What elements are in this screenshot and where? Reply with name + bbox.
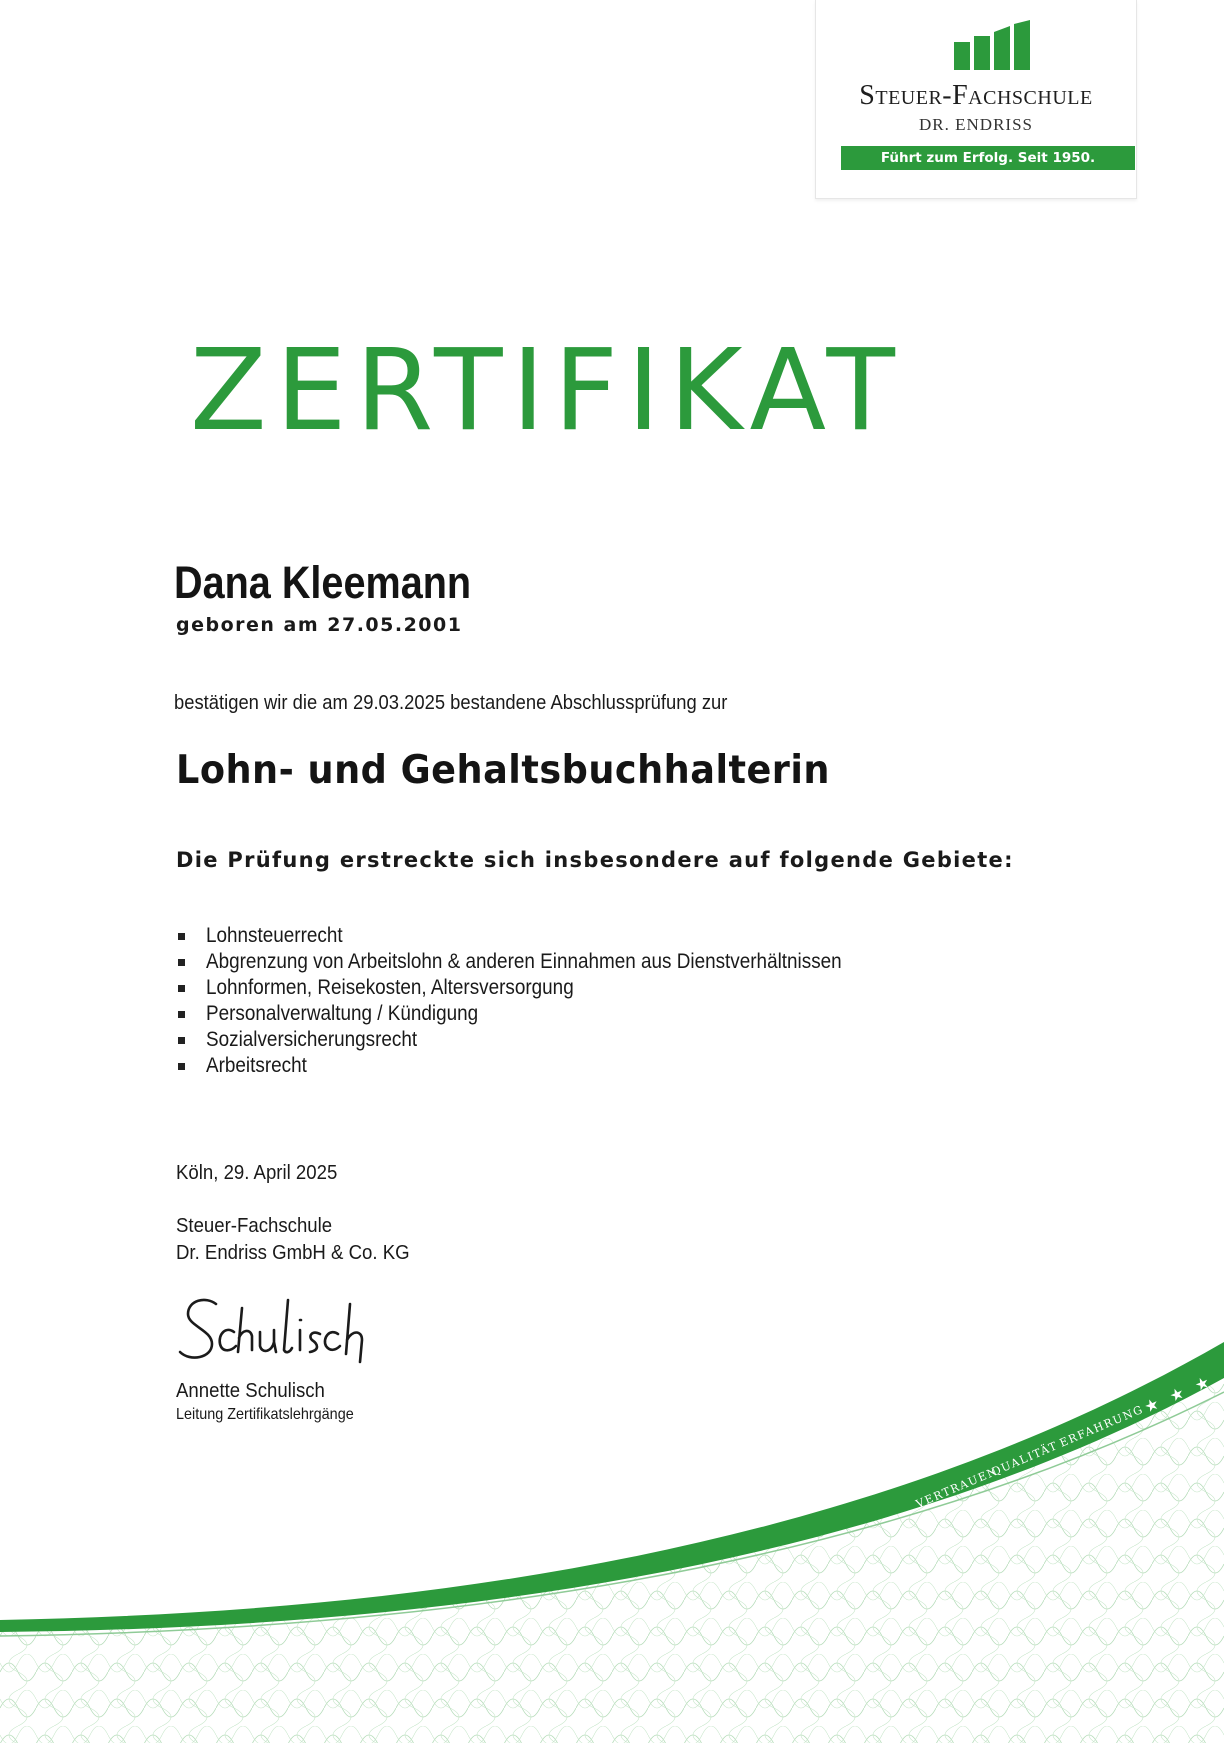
logo-name: Steuer-Fachschule bbox=[859, 80, 1093, 111]
signer-name: Annette Schulisch bbox=[176, 1380, 325, 1402]
signer-role: Leitung Zertifikatslehrgänge bbox=[176, 1406, 354, 1423]
confirmation-text: bestätigen wir die am 29.03.2025 bestandene Abschlussprüfung zur bbox=[174, 692, 728, 714]
logo-subtitle: DR. ENDRISS bbox=[919, 115, 1033, 134]
logo-tagline: Führt zum Erfolg. Seit 1950. bbox=[841, 146, 1135, 170]
list-item: Lohnformen, Reisekosten, Altersversorgung bbox=[176, 975, 912, 1001]
stars-icon: ★ ★ ★ bbox=[1141, 1370, 1217, 1417]
list-item: Abgrenzung von Arbeitslohn & anderen Einnahmen aus Dienstverhältnissen bbox=[176, 949, 912, 975]
issuer-line-2: Dr. Endriss GmbH & Co. KG bbox=[176, 1242, 410, 1264]
value-trust: VERTRAUEN bbox=[914, 1464, 1001, 1511]
birth-date: geboren am 27.05.2001 bbox=[176, 614, 463, 636]
list-item: Sozialversicherungsrecht bbox=[176, 1027, 912, 1053]
list-item: Personalverwaltung / Kündigung bbox=[176, 1001, 912, 1027]
value-experience: ERFAHRUNG bbox=[1057, 1402, 1146, 1450]
list-item: Arbeitsrecht bbox=[176, 1053, 912, 1079]
issuer-line-1: Steuer-Fachschule bbox=[176, 1215, 333, 1237]
value-quality: QUALITÄT bbox=[989, 1439, 1060, 1479]
certificate-title: ZERTIFIKAT bbox=[190, 326, 904, 456]
areas-intro: Die Prüfung erstreckte sich insbesondere auf folgende Gebiete: bbox=[176, 848, 1014, 872]
profession-title: Lohn- und Gehaltsbuchhalterin bbox=[176, 748, 830, 793]
list-item: Lohnsteuerrecht bbox=[176, 923, 912, 949]
recipient-name: Dana Kleemann bbox=[174, 557, 472, 608]
place-date: Köln, 29. April 2025 bbox=[176, 1162, 338, 1184]
